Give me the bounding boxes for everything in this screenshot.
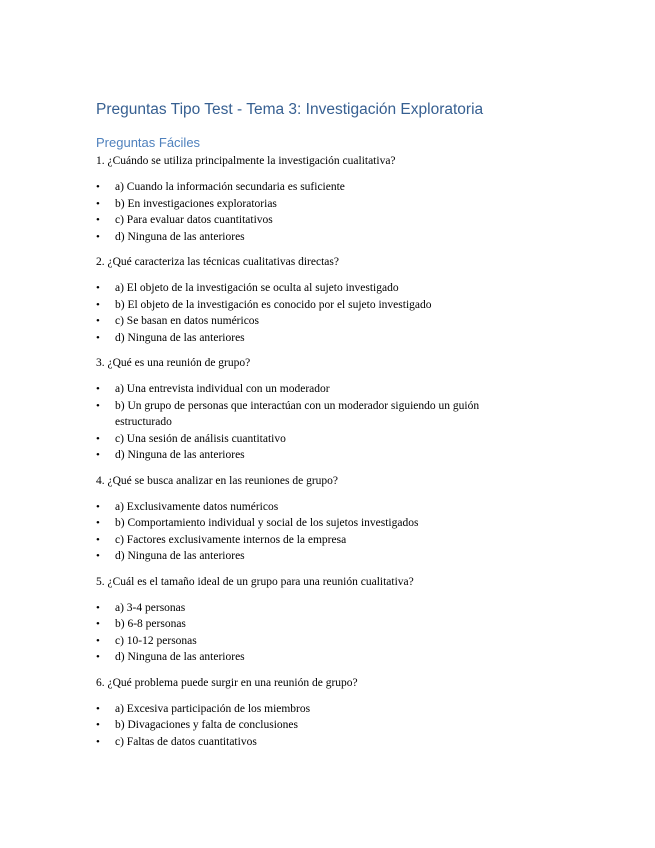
option-item: [96, 600, 536, 617]
option-list: [96, 600, 536, 666]
option-text: c) Para evaluar datos cuantitativos: [115, 214, 273, 226]
bullet-icon: •: [96, 214, 100, 226]
bullet-icon: •: [96, 230, 100, 243]
option-text: a) Una entrevista individual con un moderador: [115, 383, 330, 395]
question-text: 4. ¿Qué se busca analizar en las reuniones de grupo?: [96, 474, 339, 487]
option-text: b) Divagaciones y falta de conclusiones: [115, 719, 298, 731]
option-item: [96, 515, 536, 532]
bullet-icon: •: [96, 331, 100, 344]
bullet-icon: •: [96, 298, 100, 311]
question-6: [96, 675, 536, 751]
option-item: [96, 381, 536, 398]
option-item: [96, 734, 536, 751]
option-item: [96, 447, 536, 464]
bullet-icon: •: [96, 197, 100, 210]
bullet-icon: •: [96, 432, 100, 445]
option-item: [96, 212, 536, 229]
question-text: 2. ¿Qué caracteriza las técnicas cualitativas directas?: [96, 256, 339, 268]
option-item: [96, 616, 536, 633]
option-item: [96, 330, 536, 347]
bullet-icon: •: [96, 500, 100, 513]
option-item: [96, 499, 536, 516]
question-5: [96, 574, 536, 666]
option-text: d) Ninguna de las anteriores: [115, 331, 245, 344]
option-text: d) Ninguna de las anteriores: [115, 449, 245, 461]
bullet-icon: •: [96, 517, 100, 529]
option-item: [96, 633, 536, 650]
option-item: [96, 179, 536, 196]
question-text: 5. ¿Cuál es el tamaño ideal de un grupo para una reunión cualitativa?: [96, 575, 414, 588]
option-item: [96, 431, 536, 448]
option-text: c) Factores exclusivamente internos de la empresa: [115, 533, 347, 546]
bullet-icon: •: [96, 282, 100, 294]
question-text: 6. ¿Qué problema puede surgir en una reunión de grupo?: [96, 676, 358, 689]
question-list: [96, 153, 536, 759]
option-item: [96, 229, 536, 246]
question-2: [96, 254, 536, 346]
question-1: [96, 153, 536, 245]
option-text: a) 3-4 personas: [115, 601, 186, 614]
bullet-icon: •: [96, 533, 100, 546]
option-text: a) Exclusivamente datos numéricos: [115, 500, 279, 513]
option-text: b) 6-8 personas: [115, 618, 186, 630]
bullet-icon: •: [96, 449, 100, 461]
option-list: [96, 280, 536, 346]
option-text: d) Ninguna de las anteriores: [115, 230, 245, 243]
option-text: d) Ninguna de las anteriores: [115, 550, 245, 562]
option-item: [96, 398, 536, 431]
option-list: [96, 499, 536, 565]
bullet-icon: •: [96, 702, 100, 715]
option-item: [96, 548, 536, 565]
option-item: [96, 649, 536, 666]
question-3: [96, 355, 536, 464]
option-item: [96, 297, 536, 314]
bullet-icon: •: [96, 634, 100, 647]
option-item: [96, 532, 536, 549]
option-text: c) Faltas de datos cuantitativos: [115, 735, 257, 748]
option-text: a) Cuando la información secundaria es suficiente: [115, 181, 345, 193]
option-text: b) Un grupo de personas que interactúan con un moderador siguiendo un guión estructurado: [115, 399, 480, 428]
bullet-icon: •: [96, 550, 100, 562]
option-list: [96, 381, 536, 464]
option-text: a) El objeto de la investigación se oculta al sujeto investigado: [115, 282, 399, 294]
bullet-icon: •: [96, 399, 100, 412]
option-text: b) En investigaciones exploratorias: [115, 197, 277, 210]
bullet-icon: •: [96, 315, 100, 327]
bullet-icon: •: [96, 181, 100, 193]
bullet-icon: •: [96, 735, 100, 748]
option-list: [96, 701, 536, 751]
question-text: 3. ¿Qué es una reunión de grupo?: [96, 357, 251, 369]
option-text: c) Se basan en datos numéricos: [115, 315, 260, 327]
option-item: [96, 717, 536, 734]
option-item: [96, 313, 536, 330]
option-text: c) Una sesión de análisis cuantitativo: [115, 432, 286, 445]
option-text: c) 10-12 personas: [115, 634, 197, 647]
option-item: [96, 701, 536, 718]
bullet-icon: •: [96, 719, 100, 731]
option-text: b) Comportamiento individual y social de los sujetos investigados: [115, 517, 419, 529]
document-title: Preguntas Tipo Test - Tema 3: Investigación Exploratoria: [96, 101, 484, 118]
bullet-icon: •: [96, 601, 100, 614]
bullet-icon: •: [96, 618, 100, 630]
option-text: b) El objeto de la investigación es conocido por el sujeto investigado: [115, 298, 432, 311]
option-item: [96, 196, 536, 213]
option-text: a) Excesiva participación de los miembros: [115, 702, 311, 715]
question-text: 1. ¿Cuándo se utiliza principalmente la investigación cualitativa?: [96, 155, 396, 167]
option-text: d) Ninguna de las anteriores: [115, 651, 245, 663]
option-item: [96, 280, 536, 297]
bullet-icon: •: [96, 383, 100, 395]
bullet-icon: •: [96, 651, 100, 663]
question-4: [96, 473, 536, 565]
section-heading-easy: Preguntas Fáciles: [96, 135, 201, 150]
option-list: [96, 179, 536, 245]
